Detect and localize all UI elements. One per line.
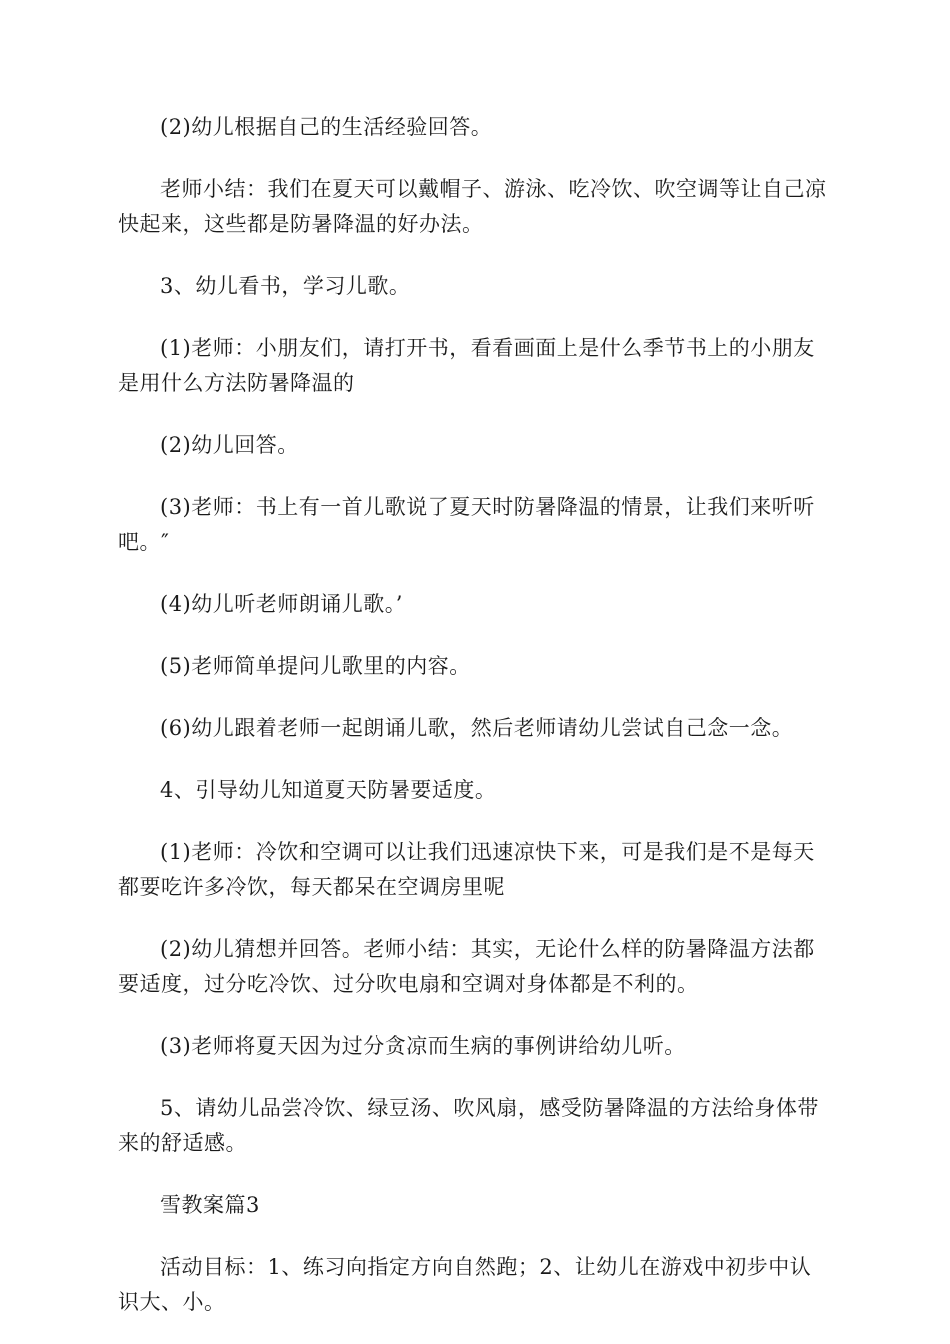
paragraph-12: (2)幼儿猜想并回答。老师小结：其实，无论什么样的防暑降温方法都要适度，过分吃冷饮、过分吹电扇和空调对身体都是不利的。 <box>118 937 815 996</box>
paragraph-16: 活动目标：1、练习向指定方向自然跑；2、让幼儿在游戏中初步中认识大、小。 <box>118 1255 812 1314</box>
paragraph-1: (2)幼儿根据自己的生活经验回答。 <box>160 115 493 139</box>
paragraph-3: 3、幼儿看书，学习儿歌。 <box>160 274 411 298</box>
paragraph-2: 老师小结：我们在夏天可以戴帽子、游泳、吃冷饮、吹空调等让自己凉快起来，这些都是防暑降温的好办法。 <box>118 177 827 236</box>
paragraph-13: (3)老师将夏天因为过分贪凉而生病的事例讲给幼儿听。 <box>160 1034 686 1058</box>
paragraph-4: (1)老师：小朋友们，请打开书，看看画面上是什么季节书上的小朋友是用什么方法防暑降温的 <box>118 336 815 395</box>
paragraph-6: (3)老师：书上有一首儿歌说了夏天时防暑降温的情景，让我们来听听吧。″ <box>118 495 815 554</box>
paragraph-5: (2)幼儿回答。 <box>160 433 299 457</box>
paragraph-9: (6)幼儿跟着老师一起朗诵儿歌，然后老师请幼儿尝试自己念一念。 <box>160 716 794 740</box>
paragraph-14: 5、请幼儿品尝冷饮、绿豆汤、吹风扇，感受防暑降温的方法给身体带来的舒适感。 <box>118 1096 819 1155</box>
section-heading: 雪教案篇3 <box>160 1193 260 1217</box>
paragraph-11: (1)老师：冷饮和空调可以让我们迅速凉快下来，可是我们是不是每天都要吃许多冷饮，每天都呆在空调房里呢 <box>118 840 815 899</box>
paragraph-10: 4、引导幼儿知道夏天防暑要适度。 <box>160 778 497 802</box>
paragraph-8: (5)老师简单提问儿歌里的内容。 <box>160 654 471 678</box>
paragraph-7: (4)幼儿听老师朗诵儿歌。’ <box>160 592 403 616</box>
